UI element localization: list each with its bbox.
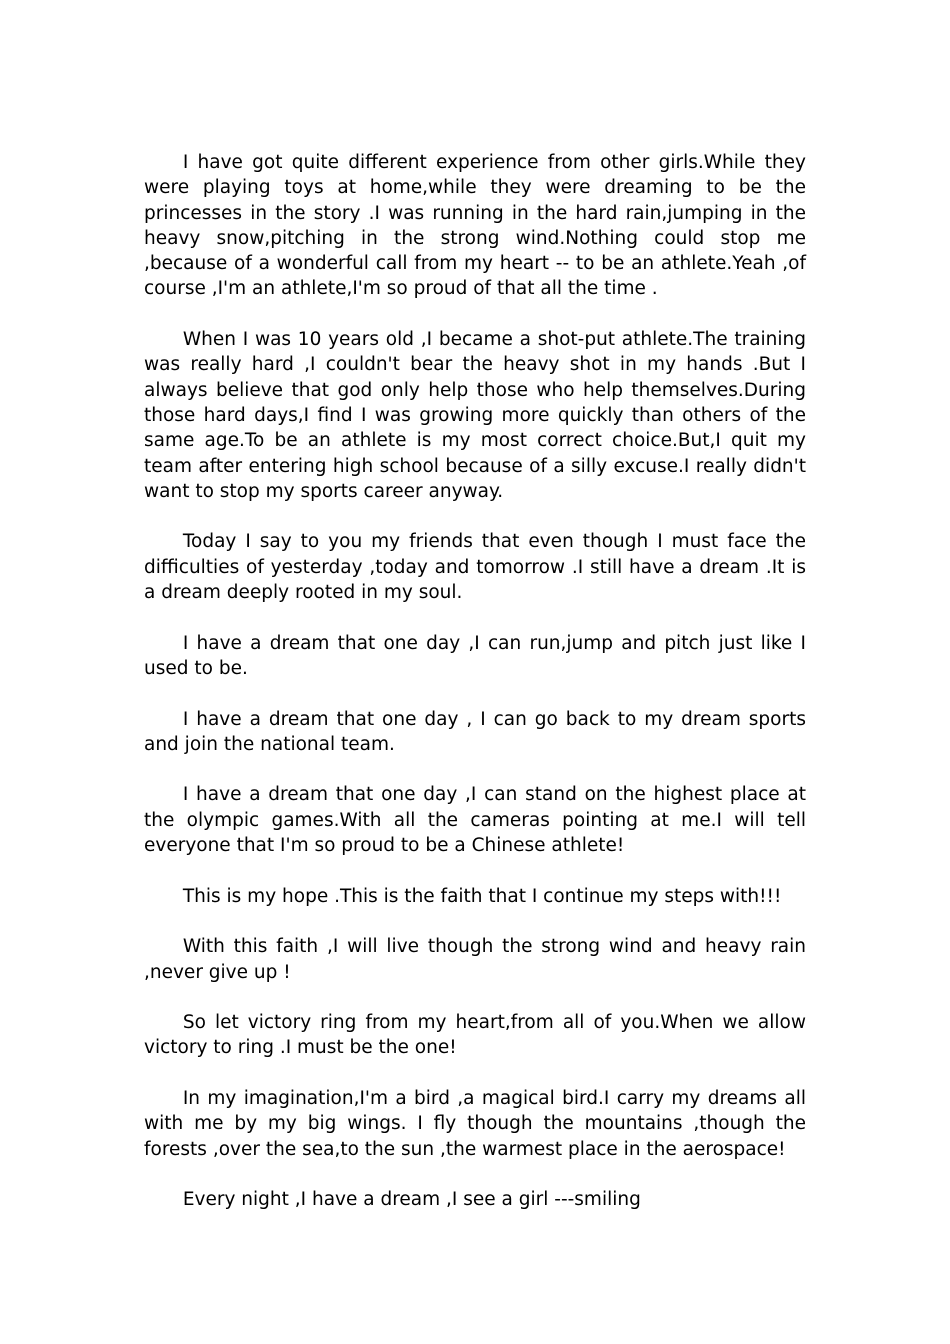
paragraph-3: Today I say to you my friends that even though I must face the difficulties of yesterday ,today and tomorrow .I still have a dream .It is a dream deeply rooted in my soul. <box>144 531 806 604</box>
paragraph-6: I have a dream that one day ,I can stand on the highest place at the olympic games.With all the cameras pointing at me.I will tell everyone that I'm so proud to be a Chinese athlete! <box>144 784 806 857</box>
paragraph-7: This is my hope .This is the faith that I continue my steps with!!! <box>182 885 782 907</box>
paragraph-10: In my imagination,I'm a bird ,a magical bird.I carry my dreams all with me by my big wings. I fly though the mountains ,though the forests ,over the sea,to the sun ,the warmest place in the aerospace! <box>144 1087 806 1160</box>
paragraph-1: I have got quite different experience from other girls.While they were playing toys at home,while they were dreaming to be the princesses in the story .I was running in the hard rain,jumping in the heavy snow,pitching in the strong wind.Nothing could stop me ,because of a wonderful call from my heart -- to be an athlete.Yeah ,of course ,I'm an athlete,I'm so proud of that all the time . <box>144 152 806 300</box>
paragraph-11: Every night ,I have a dream ,I see a girl ---smiling <box>182 1189 641 1211</box>
paragraph-4: I have a dream that one day ,I can run,jump and pitch just like I used to be. <box>144 632 806 679</box>
paragraph-5: I have a dream that one day , I can go back to my dream sports and join the national team. <box>144 708 806 755</box>
paragraph-2: When I was 10 years old ,I became a shot-put athlete.The training was really hard ,I couldn't bear the heavy shot in my hands .But I always believe that god only help those who help themselves.During those hard days,I find I was growing more quickly than others of the same age.To be an athlete is my most correct choice.But,I quit my team after entering high school because of a silly excuse.I really didn't want to stop my sports career anyway. <box>144 329 806 502</box>
paragraph-8: With this faith ,I will live though the strong wind and heavy rain ,never give up ! <box>144 936 806 983</box>
document-body <box>144 150 806 1212</box>
paragraph-9: So let victory ring from my heart,from all of you.When we allow victory to ring .I must be the one! <box>144 1012 806 1059</box>
